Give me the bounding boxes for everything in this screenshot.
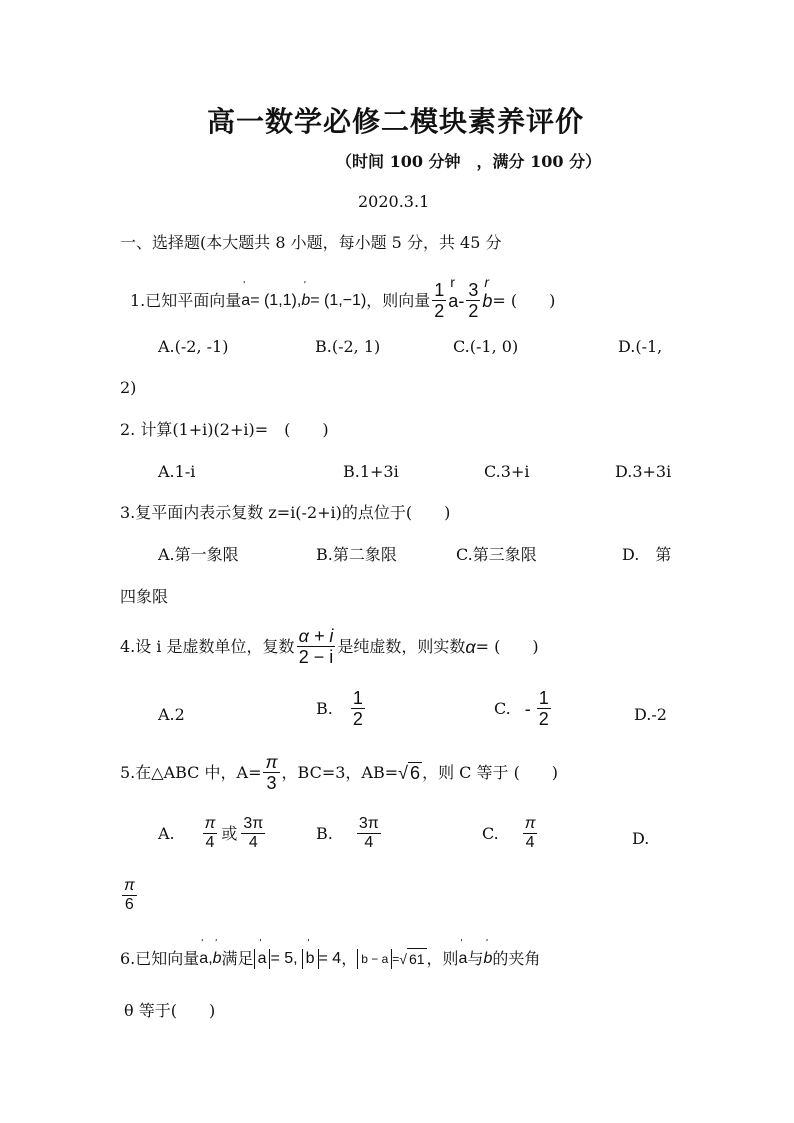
q4-option-c: C. - $\frac{1}{2}$: [494, 688, 549, 729]
q6-vector-b: ' b: [212, 937, 222, 967]
page-title: 高一数学必修二模块素养评价: [207, 105, 585, 138]
q5-option-b-fraction: $\frac{3\pi}{4}$: [358, 815, 379, 851]
q1-answer-bracket: = ( ): [492, 290, 556, 310]
question-3: 3.复平面内表示复数 z=i(-2+i)的点位于( ): [120, 503, 451, 522]
q6-line-2: θ 等于( ): [124, 1001, 216, 1020]
q1-a-value: = (1,1),: [250, 291, 302, 309]
question-2: 2. 计算(1+i)(2+i)= ( ): [120, 420, 329, 439]
q6-sqrt: √ 61: [399, 948, 426, 969]
q1-vector-a-expr: r a: [448, 273, 459, 311]
question-1: [130, 273, 556, 321]
q5-angle-fraction: $\frac{\pi}{3}$: [265, 752, 278, 793]
q4-option-c-fraction: $\frac{1}{2}$: [538, 688, 549, 729]
q1-b-value: = (1,−1): [310, 291, 367, 309]
q2-option-d: D.3+3i: [615, 462, 672, 481]
q1-option-d-continued: 2): [120, 378, 137, 397]
question-5: [120, 752, 558, 793]
q5-option-d-fraction: $\frac{\pi}{6}$: [124, 877, 135, 913]
q3-option-c: C.第三象限: [456, 545, 537, 564]
q1-vector-b: ' b: [301, 279, 311, 309]
q4-text: 4.设 i 是虚数单位，复数: [120, 636, 295, 656]
q4-option-b-fraction: $\frac{1}{2}$: [352, 688, 363, 729]
q5-text: 5.在△ABC 中，A=: [120, 762, 262, 782]
q6-vector-b-2: ' b: [483, 937, 493, 967]
q5-answer-bracket: ，则 C 等于 ( ): [422, 762, 559, 782]
q3-option-a: A.第一象限: [158, 545, 239, 564]
q3-option-b: B.第二象限: [316, 545, 397, 564]
q2-option-a: A.1-i: [158, 462, 196, 481]
section-heading: 一、选择题(本大题共 8 小题，每小题 5 分，共 45 分: [120, 233, 502, 252]
exam-date: 2020.3.1: [358, 192, 430, 211]
q1-option-d: D.(-1,: [618, 337, 663, 356]
q5-text-2: ，BC=3，AB=: [281, 762, 399, 782]
q6-vector-a-2: ' a: [458, 937, 468, 967]
page-subtitle: （时间 100 分钟 ，满分 100 分）: [336, 152, 602, 171]
q3-option-d: D. 第: [622, 545, 672, 564]
q6-text-3: 的夹角: [492, 948, 541, 968]
q5-option-d: D.: [632, 829, 650, 848]
question-4: [120, 626, 539, 667]
q4-option-d: D.-2: [634, 705, 667, 724]
q4-answer-bracket: = ( ): [475, 636, 539, 656]
q1-option-a: A.(-2, -1): [158, 337, 229, 356]
q5-option-b: B. $\frac{3\pi}{4}$: [316, 815, 379, 851]
q1-minus: -: [458, 290, 465, 311]
q4-alpha: α: [465, 636, 476, 657]
q2-option-b: B.1+3i: [343, 462, 399, 481]
q6-text: 6.已知向量: [120, 948, 200, 968]
q5-option-c-fraction: $\frac{\pi}{4}$: [524, 815, 536, 851]
q5-option-a-fraction-2: $\frac{3\pi}{4}$: [243, 815, 264, 851]
q5-option-a: A. $\frac{\pi}{4}$ 或 $\frac{3\pi}{4}$: [158, 815, 264, 851]
q1-vector-a: ' a: [241, 279, 251, 309]
question-6: 6.已知向量 ' a , ' b 满足 ' a = 5, ' b = 4 ， b − a = √ 61 ，则 ' a 与 ' b 的夹角: [120, 937, 541, 968]
q4-option-a: A.2: [158, 705, 185, 724]
q5-sqrt: √ 6: [398, 763, 421, 783]
q6-norm-difference: b − a: [357, 949, 392, 969]
q6-text-2: 满足: [221, 948, 254, 968]
q6-norm-b: ' b: [302, 949, 319, 969]
q5-option-c: C. $\frac{\pi}{4}$: [482, 815, 536, 851]
q2-option-c: C.3+i: [484, 462, 530, 481]
q4-option-b: B. $\frac{1}{2}$: [316, 688, 363, 729]
q1-text-2: ，则向量: [366, 290, 431, 310]
q6-vector-a: ' a: [199, 937, 209, 967]
q5-option-a-fraction-1: $\frac{\pi}{4}$: [204, 815, 216, 851]
q1-vector-b-expr: r b: [482, 273, 493, 311]
q6-norm-a: ' a: [254, 949, 271, 969]
q4-fraction: $\frac{\alpha + i}{2 - i}$: [298, 626, 334, 667]
q1-fraction-half: $\frac{1}{2}$: [434, 280, 445, 321]
q1-text: 已知平面向量: [145, 290, 242, 310]
q1-option-b: B.(-2, 1): [315, 337, 381, 356]
q4-text-2: 是纯虚数，则实数: [337, 636, 466, 656]
q3-option-d-continued: 四象限: [120, 587, 169, 606]
q1-option-c: C.(-1, 0): [453, 337, 519, 356]
q1-number: 1.: [130, 290, 146, 310]
q1-fraction-three-halves: $\frac{3}{2}$: [468, 280, 479, 321]
